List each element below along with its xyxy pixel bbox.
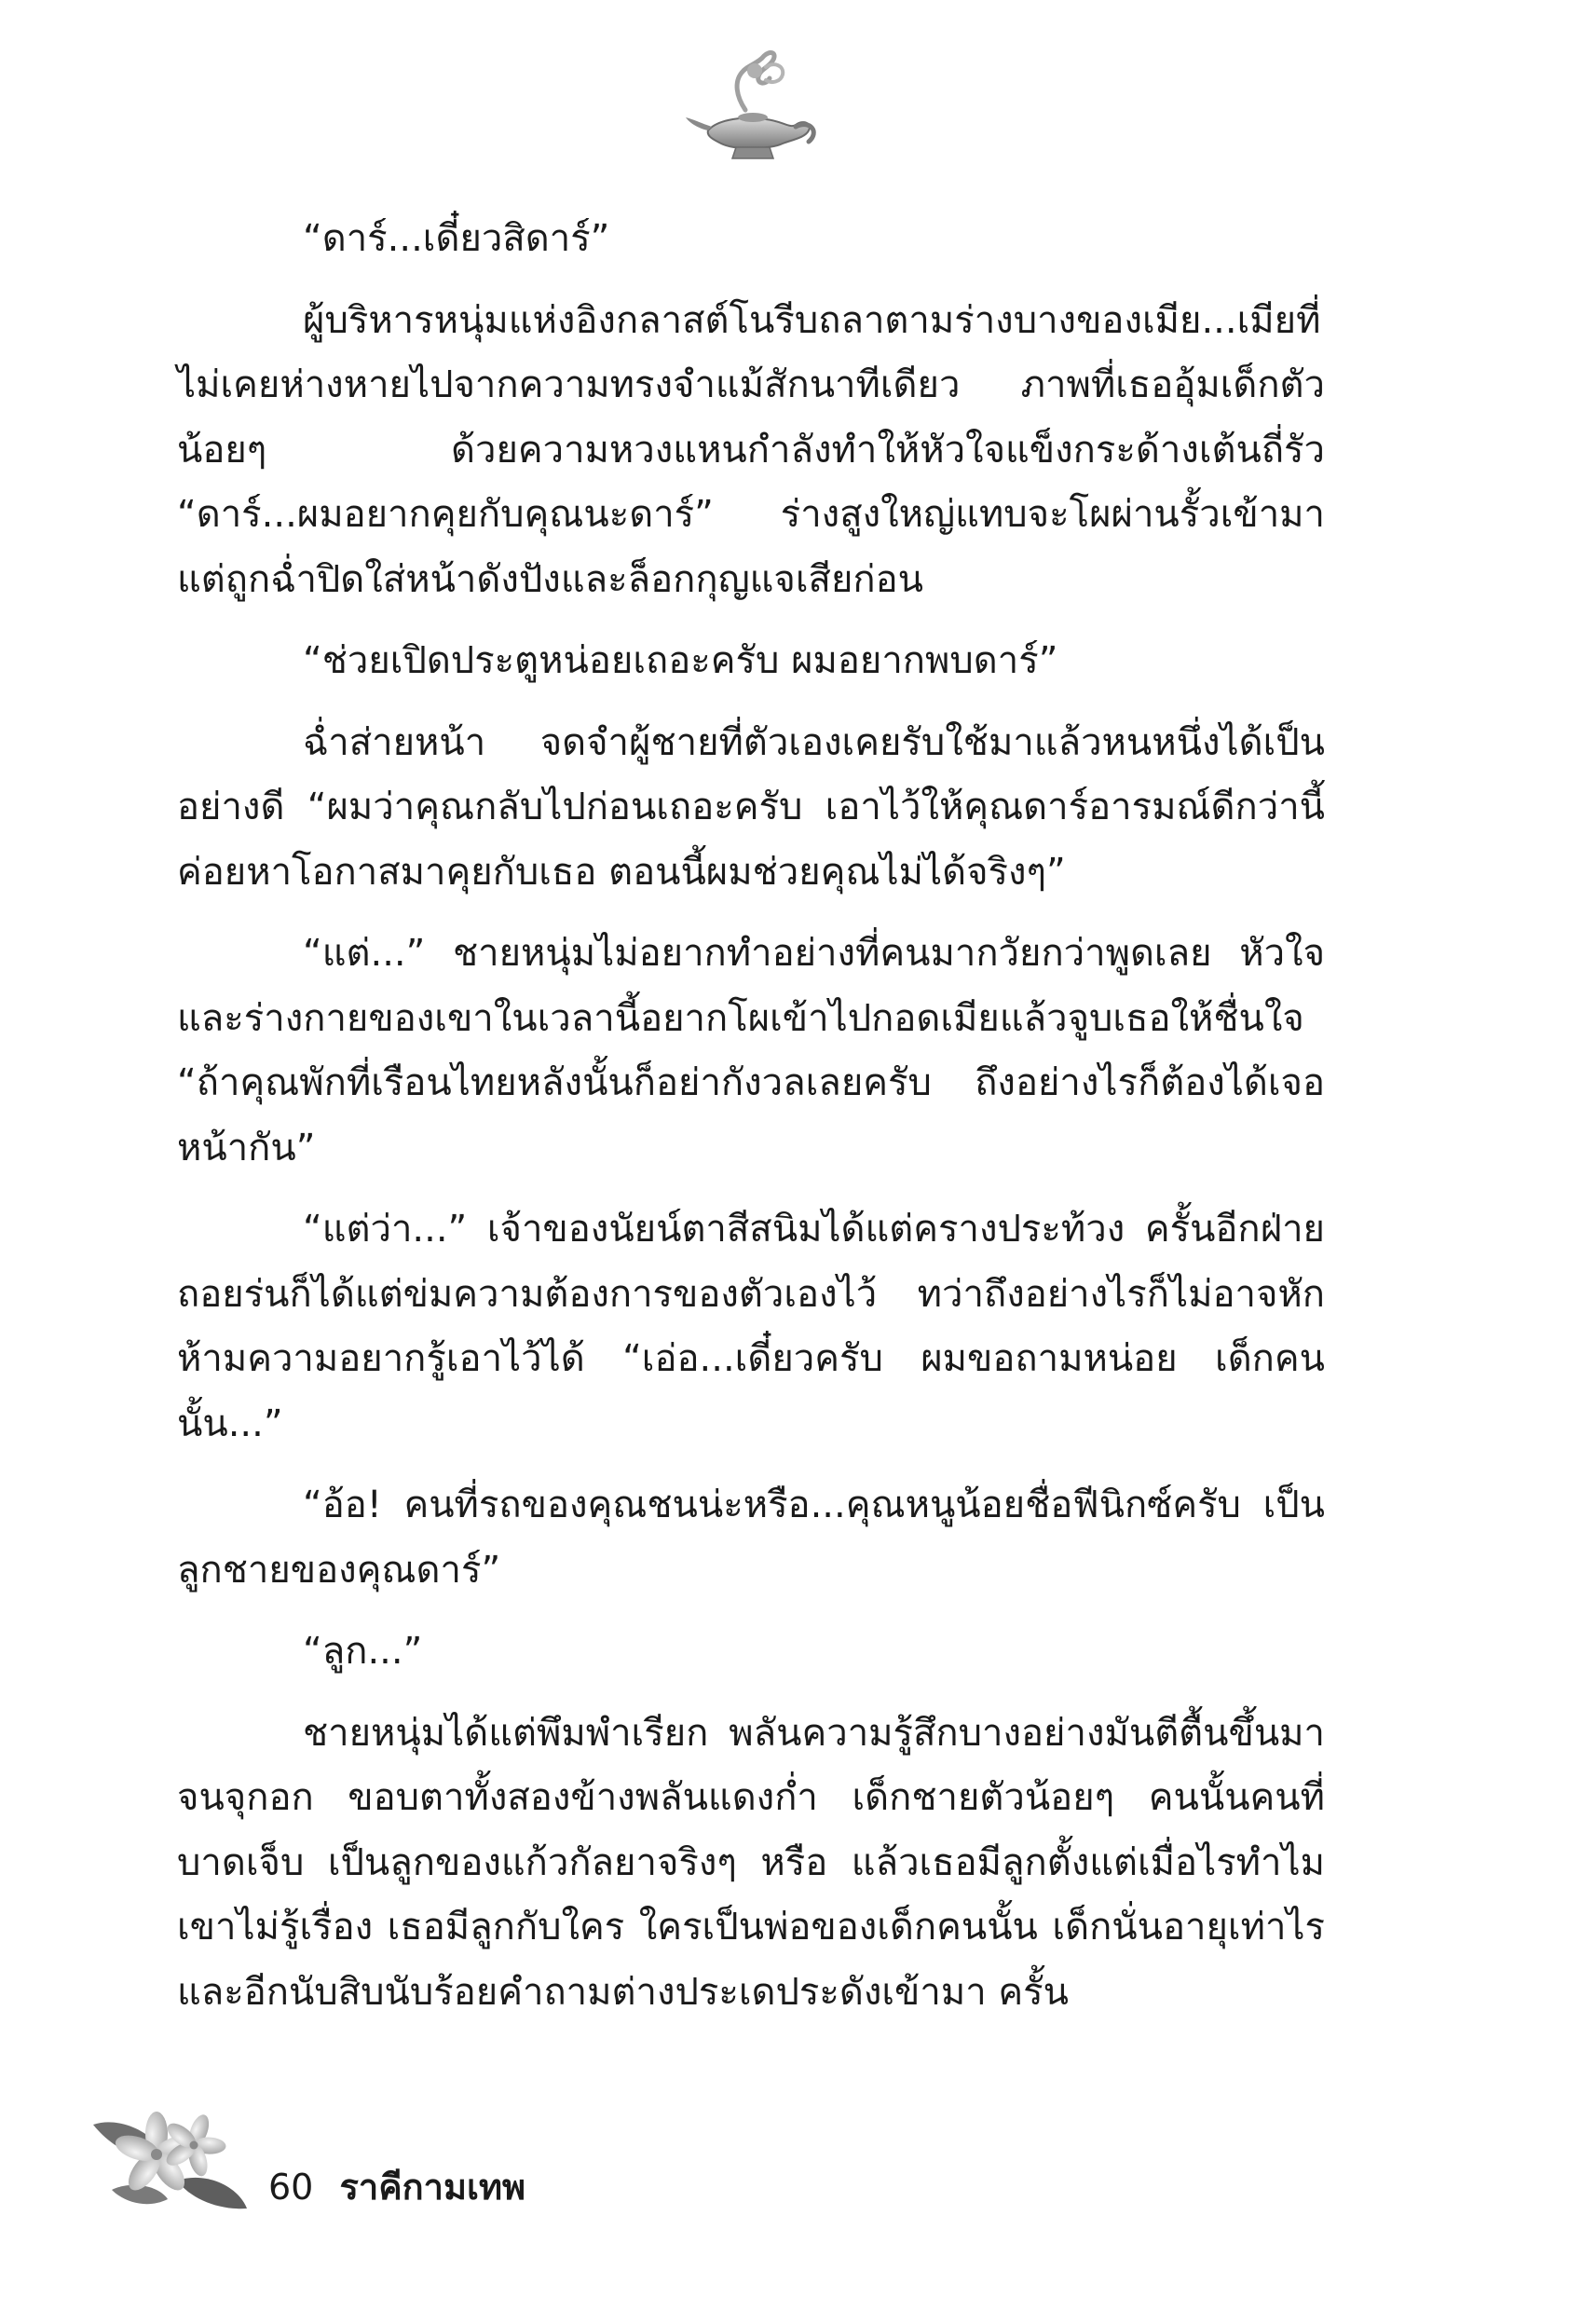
paragraph: “แต่ว่า...” เจ้าของนัยน์ตาสีสนิมได้แต่ครางประท้วง ครั้นอีกฝ่ายถอยร่นก็ได้แต่ข่มความต้องการของตัวเองไว้ ทว่าถึงอย่างไรก็ไม่อาจหักห้ามความอยากรู้เอาไว้ได้ “เอ่อ...เดี๋ยวครับ ผมขอถามหน่อย เด็กคนนั้น...” [177,1208,1325,1445]
paragraph: ผู้บริหารหนุ่มแห่งอิงกลาสต์โนรีบถลาตามร่างบางของเมีย...เมียที่ไม่เคยห่างหายไปจากความทรงจำแม้สักนาทีเดียว ภาพที่เธออุ้มเด็กตัวน้อยๆ ด้วยความหวงแหนกำลังทำให้หัวใจแข็งกระด้างเต้นถี่รัว “ดาร์...ผมอยากคุยกับคุณนะดาร์” ร่างสูงใหญ่แทบจะโผผ่านรั้วเข้ามา แต่ถูกฉ่ำปิดใส่หน้าดังปังและล็อกกุญแจเสียก่อน [177,298,1325,601]
genie-lamp-icon [680,45,829,166]
paragraph: ชายหนุ่มได้แต่พึมพำเรียก พลันความรู้สึกบางอย่างมันตีตื้นขึ้นมาจนจุกอก ขอบตาทั้งสองข้างพลันแดงก่ำ เด็กชายตัวน้อยๆ คนนั้นคนที่บาดเจ็บ เป็นลูกของแก้วกัลยาจริงๆ หรือ แล้วเธอมีลูกตั้งแต่เมื่อไรทำไมเขาไม่รู้เรื่อง เธอมีลูกกับใคร ใครเป็นพ่อของเด็กคนนั้น เด็กนั่นอายุเท่าไร และอีกนับสิบนับร้อยคำถามต่างประเดประดังเข้ามา ครั้น [177,1711,1325,2014]
paragraph: “ดาร์...เดี๋ยวสิดาร์” [303,217,610,260]
page-number: 60 [268,2167,314,2208]
paragraph: “อ้อ! คนที่รถของคุณชนน่ะหรือ...คุณหนูน้อยชื่อฟีนิกซ์ครับ เป็นลูกชายของคุณดาร์” [177,1484,1325,1592]
page-footer [84,2097,736,2236]
paragraph: “ช่วยเปิดประตูหน่อยเถอะครับ ผมอยากพบดาร์” [303,639,1058,682]
body-text [177,207,1325,2025]
paragraph: ฉ่ำส่ายหน้า จดจำผู้ชายที่ตัวเองเคยรับใช้มาแล้วหนหนึ่งได้เป็นอย่างดี “ผมว่าคุณกลับไปก่อนเถอะครับ เอาไว้ให้คุณดาร์อารมณ์ดีกว่านี้ค่อยหาโอกาสมาคุยกับเธอ ตอนนี้ผมช่วยคุณไม่ได้จริงๆ” [177,720,1325,894]
paragraph: “ลูก...” [303,1630,423,1673]
frangipani-flower-icon [84,2097,252,2227]
paragraph: “แต่...” ชายหนุ่มไม่อยากทำอย่างที่คนมากวัยกว่าพูดเลย หัวใจและร่างกายของเขาในเวลานี้อยากโผเข้าไปกอดเมียแล้วจูบเธอให้ชื่นใจ “ถ้าคุณพักที่เรือนไทยหลังนั้นก็อย่ากังวลเลยครับ ถึงอย่างไรก็ต้องได้เจอหน้ากัน” [177,932,1325,1169]
footer-text [268,2158,525,2215]
book-title: ราคีกามเทพ [339,2167,526,2208]
